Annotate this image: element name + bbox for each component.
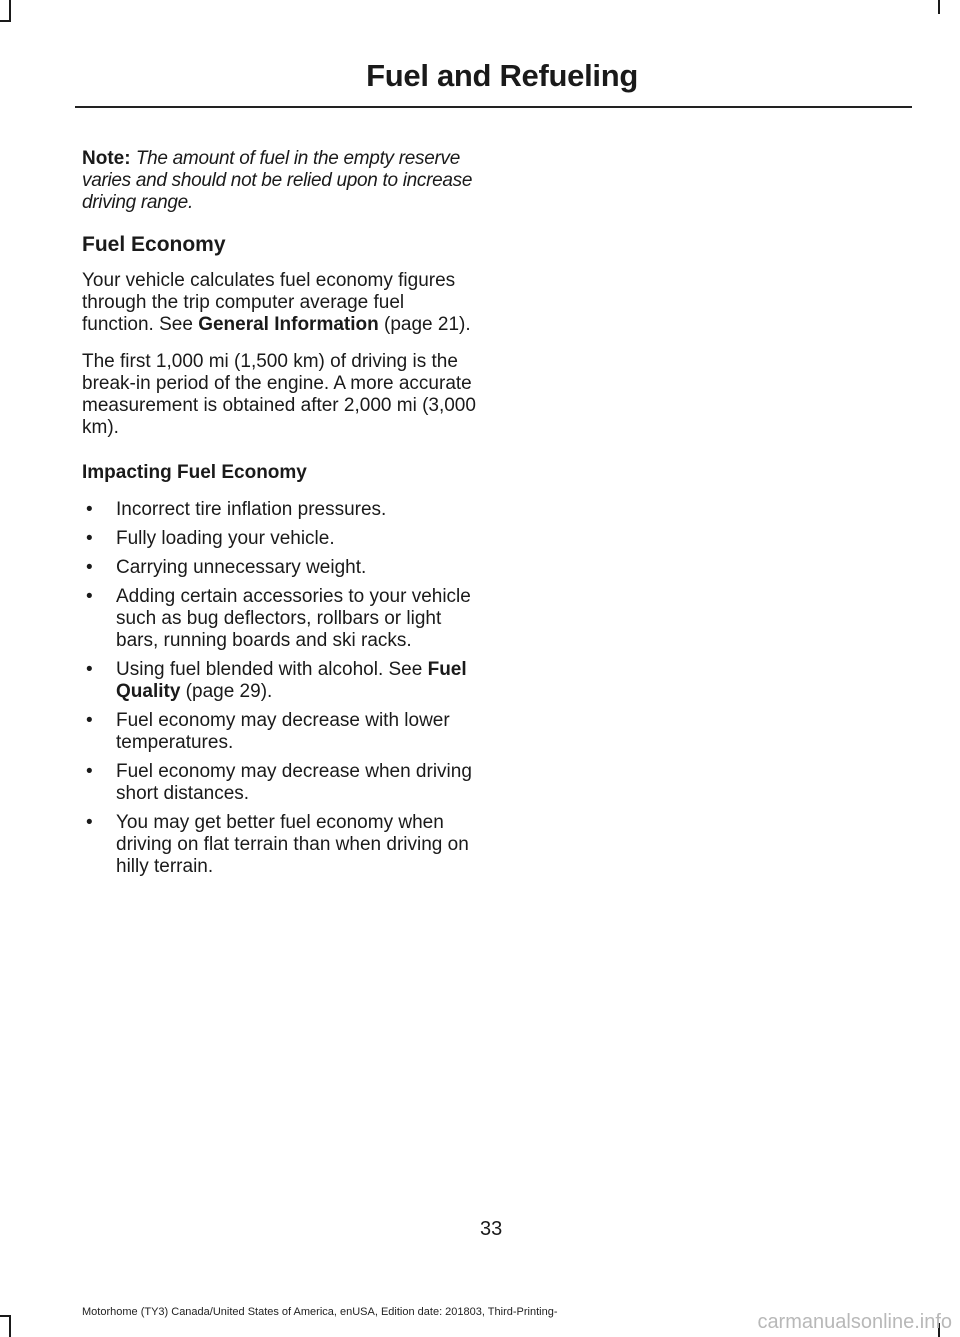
list-item — [82, 761, 480, 805]
bullet-icon: • — [86, 659, 93, 680]
page-reference: (page 21). — [378, 314, 471, 335]
crop-mark-top-left — [9, 0, 11, 22]
crop-mark-top-left — [0, 20, 11, 22]
header-divider — [75, 106, 912, 108]
list-item — [82, 499, 480, 521]
crop-mark-bottom-left — [0, 1315, 11, 1317]
bullet-icon: • — [86, 812, 93, 833]
fuel-quality-link[interactable]: Fuel Quality — [116, 659, 467, 702]
list-item-text: Adding certain accessories to your vehicle such as bug deflectors, rollbars or light bars, running boards and ski racks. — [116, 586, 471, 651]
main-column — [82, 148, 480, 885]
impacting-list — [82, 499, 480, 878]
bullet-icon: • — [86, 761, 93, 782]
list-item — [82, 557, 480, 579]
list-item-text: Incorrect tire inflation pressures. — [116, 499, 387, 520]
list-item — [82, 812, 480, 878]
edition-footer: Motorhome (TY3) Canada/United States of America, enUSA, Edition date: 201803, Third-Printing- — [82, 1306, 558, 1318]
list-item-text: Fuel economy may decrease with lower temperatures. — [116, 710, 450, 753]
list-item — [82, 586, 480, 652]
note-text: The amount of fuel in the empty reserve varies and should not be relied upon to increase driving range. — [82, 148, 473, 213]
note-label: Note: — [82, 148, 131, 169]
crop-mark-bottom-left — [9, 1315, 11, 1337]
section-heading-fuel-economy: Fuel Economy — [82, 233, 226, 256]
bullet-icon: • — [86, 499, 93, 520]
list-item-text: Carrying unnecessary weight. — [116, 557, 367, 578]
fuel-economy-paragraph-2: The first 1,000 mi (1,500 km) of driving is the break-in period of the engine. A more accurate measurement is obtained after 2,000 mi (3,000 km). — [82, 351, 476, 438]
paragraph-text: Your vehicle calculates fuel economy figures through the trip computer average fuel function. See — [82, 270, 456, 335]
fuel-economy-paragraph-1 — [82, 270, 480, 336]
subsection-heading-impacting: Impacting Fuel Economy — [82, 462, 307, 483]
list-item — [82, 659, 480, 703]
list-item — [82, 528, 480, 550]
bullet-icon: • — [86, 586, 93, 607]
note-paragraph — [82, 148, 480, 214]
page-title: Fuel and Refueling — [366, 58, 638, 93]
page-reference: (page 29). — [180, 681, 273, 702]
bullet-icon: • — [86, 557, 93, 578]
general-information-link[interactable]: General Information — [198, 314, 379, 335]
list-item-text: Fully loading your vehicle. — [116, 528, 335, 549]
crop-mark-top-right — [938, 0, 940, 14]
bullet-icon: • — [86, 528, 93, 549]
page-number: 33 — [480, 1218, 503, 1240]
list-item-text: Using fuel blended with alcohol. See — [116, 659, 428, 680]
watermark: carmanualsonline.info — [757, 1311, 952, 1333]
bullet-icon: • — [86, 710, 93, 731]
list-item — [82, 710, 480, 754]
list-item-text: Fuel economy may decrease when driving short distances. — [116, 761, 472, 804]
list-item-text: You may get better fuel economy when driving on flat terrain than when driving on hilly terrain. — [116, 812, 469, 877]
